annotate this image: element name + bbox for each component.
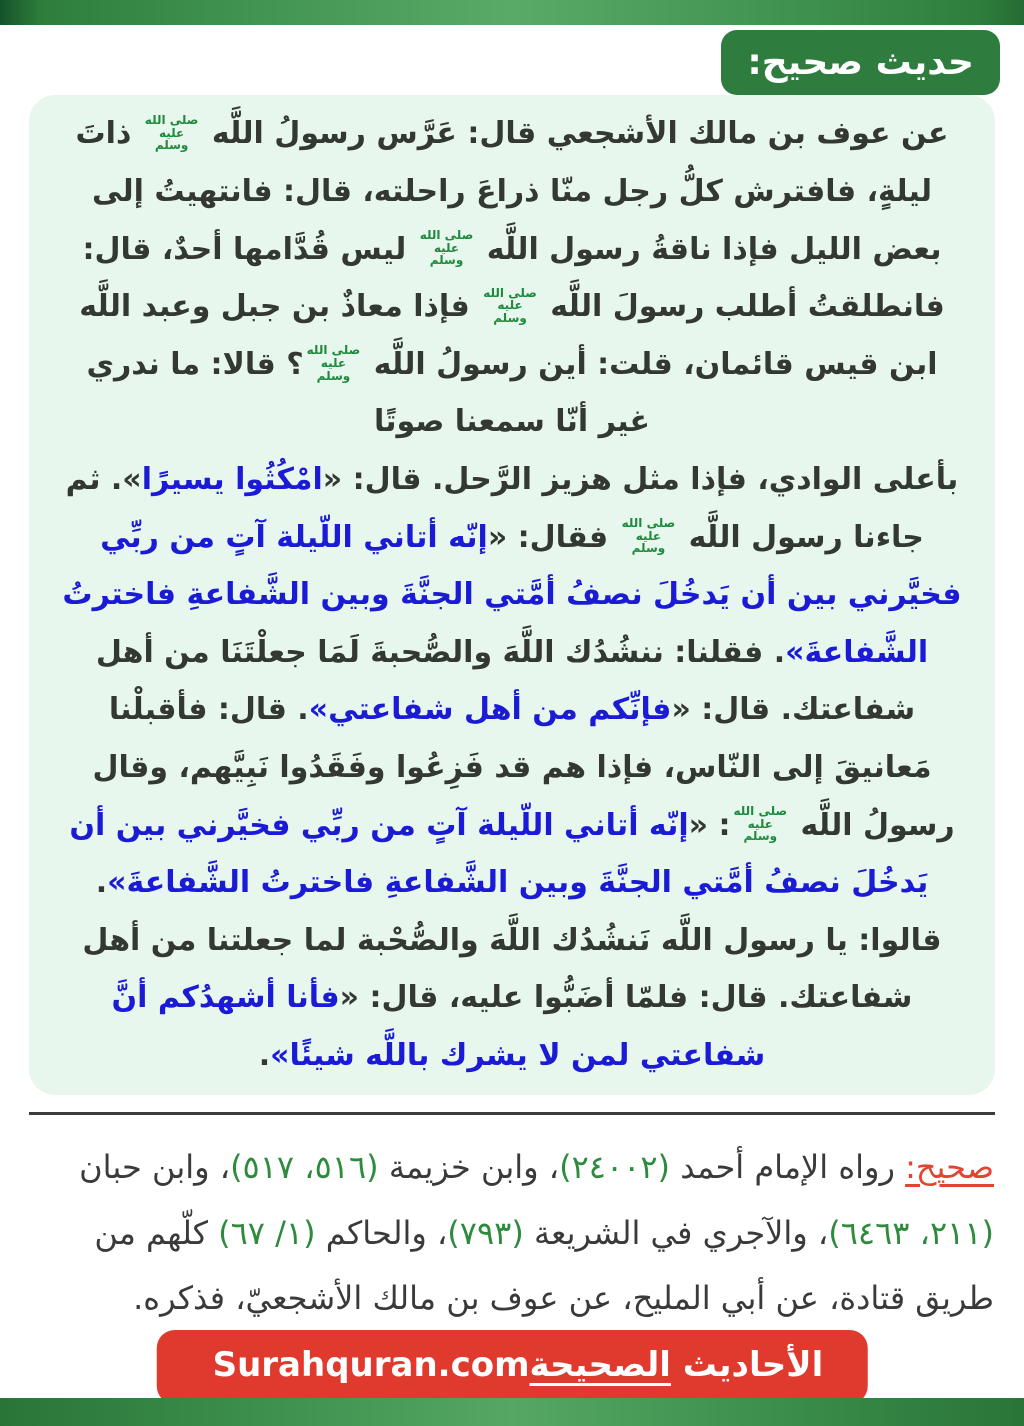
text-run-dark: ، وابن خزيمة [378, 1148, 560, 1186]
footer-title-underlined: الصحيحة [529, 1345, 671, 1385]
text-run-dark: عن عوف بن مالك الأشجعي قال: عَرَّس رسولُ اللَّه [201, 116, 949, 152]
text-run-dark: فقال: « [487, 519, 619, 555]
hadith-text [59, 105, 965, 1084]
badge-row [721, 30, 1000, 95]
saws-ligature-icon: صلى الله عليه وسلم [306, 343, 361, 383]
text-run-dark: ، والحاكم [315, 1213, 448, 1252]
text-run-red: صحيح: [905, 1148, 994, 1186]
footer-site-name: Surahquran.com [200, 1345, 530, 1385]
bottom-green-bar [0, 1398, 1024, 1426]
text-run-dark: ليس قُدَّامها أحدٌ، قال: فانطلقتُ أطلب رسولَ اللَّه [82, 231, 945, 325]
text-run-dark: ». ثم جاءنا رسول اللَّه [65, 462, 924, 555]
text-run-dark: . [258, 1037, 271, 1073]
text-run-blue: إنّه أتاني اللّيلة آتٍ من ربِّي فخيَّرني بين أن يَدخُلَ نصفُ أمَّتي الجنَّةَ وبين الشَّفاعةِ فاخترتُ الشَّفاعةَ» [62, 519, 962, 670]
top-green-bar [0, 0, 1024, 25]
saws-ligature-icon: صلى الله عليه وسلم [483, 285, 537, 326]
text-run-dark: . فقلنا: ننشُدُك اللَّهَ والصُّحبةَ لَمَا جعلْتَنَا من أهل شفاعتك. قال: « [95, 634, 916, 728]
text-run-green: (٢٤٠٠٢) [559, 1148, 671, 1186]
hadith-box [29, 95, 995, 1095]
saws-ligature-icon: صلى الله عليه وسلم [621, 516, 676, 556]
text-run-blue: امْكُثُوا يسيرًا [141, 462, 323, 498]
text-run-dark: . قالوا: يا رسول اللَّه نَنشُدُك اللَّهَ والصُّحْبة لما جعلتنا من أهل شفاعتك. قال: فلمّا أضَبُّوا عليه، قال: « [82, 865, 942, 1016]
footer-title-prefix: الأحاديث [670, 1345, 824, 1385]
text-run-dark: ، والآجري في الشريعة [523, 1213, 829, 1252]
hadith-grade-badge: حديث صحيح: [721, 30, 1000, 95]
text-run-dark: ؟ قالا: ما ندري غير أنّا سمعنا صوتًا [86, 346, 650, 440]
text-run-blue: فإنِّكم من أهل شفاعتي» [308, 692, 672, 728]
text-run-dark: : « [688, 807, 731, 843]
text-run-green: (١/ ٦٧) [218, 1213, 316, 1252]
text-run-dark: رواه الإمام أحمد [670, 1148, 906, 1186]
text-run-green: (٥١٦، ٥١٧) [230, 1148, 379, 1186]
text-run-dark: بأعلى الوادي، فإذا مثل هزيز الرَّحل. قال: « [322, 462, 959, 498]
divider-line [29, 1112, 995, 1115]
text-run-green: (٢١١، ٦٤٦٣) [828, 1213, 994, 1252]
saws-ligature-icon: صلى الله عليه وسلم [419, 228, 474, 268]
text-run-blue: فأنا أشهدُكم أنَّ شفاعتي لمن لا يشرك باللَّه شيئًا» [111, 980, 766, 1073]
takhrij-text [30, 1135, 994, 1332]
text-run-dark: ذاتَ ليلةٍ، فافترش كلُّ رجل منّا ذراعَ راحلته، قال: فانتهيتُ إلى بعض الليل فإذا ناقةُ رسول اللَّه [75, 116, 942, 267]
text-run-dark: فإذا معاذٌ بن جبل وعبد اللَّه ابن قيس قائمان، قلت: أين رسولُ اللَّه [79, 289, 938, 382]
text-run-dark: ، وابن حبان [79, 1148, 231, 1186]
text-run-green: (٧٩٣) [447, 1213, 524, 1252]
text-run-dark: . قال: فأقبلْنا مَعانيقَ إلى النّاس، فإذا هم قد فَزِعُوا وفَقَدُوا نَبِيَّهم، وقال رسولُ اللَّه [92, 692, 955, 843]
saws-ligature-icon: صلى الله عليه وسلم [144, 113, 199, 153]
source-site-button[interactable] [157, 1330, 868, 1404]
text-run-dark: كلّهم من طريق قتادة، عن أبي المليح، عن عوف بن مالك الأشجعيّ، فذكره. [94, 1213, 994, 1318]
text-run-blue: إنّه أتاني اللّيلة آتٍ من ربِّي فخيَّرني بين أن يَدخُلَ نصفُ أمَّتي الجنَّةَ وبين الشَّفاعةِ فاخترتُ الشَّفاعةَ» [69, 807, 929, 901]
saws-ligature-icon: صلى الله عليه وسلم [733, 804, 788, 844]
